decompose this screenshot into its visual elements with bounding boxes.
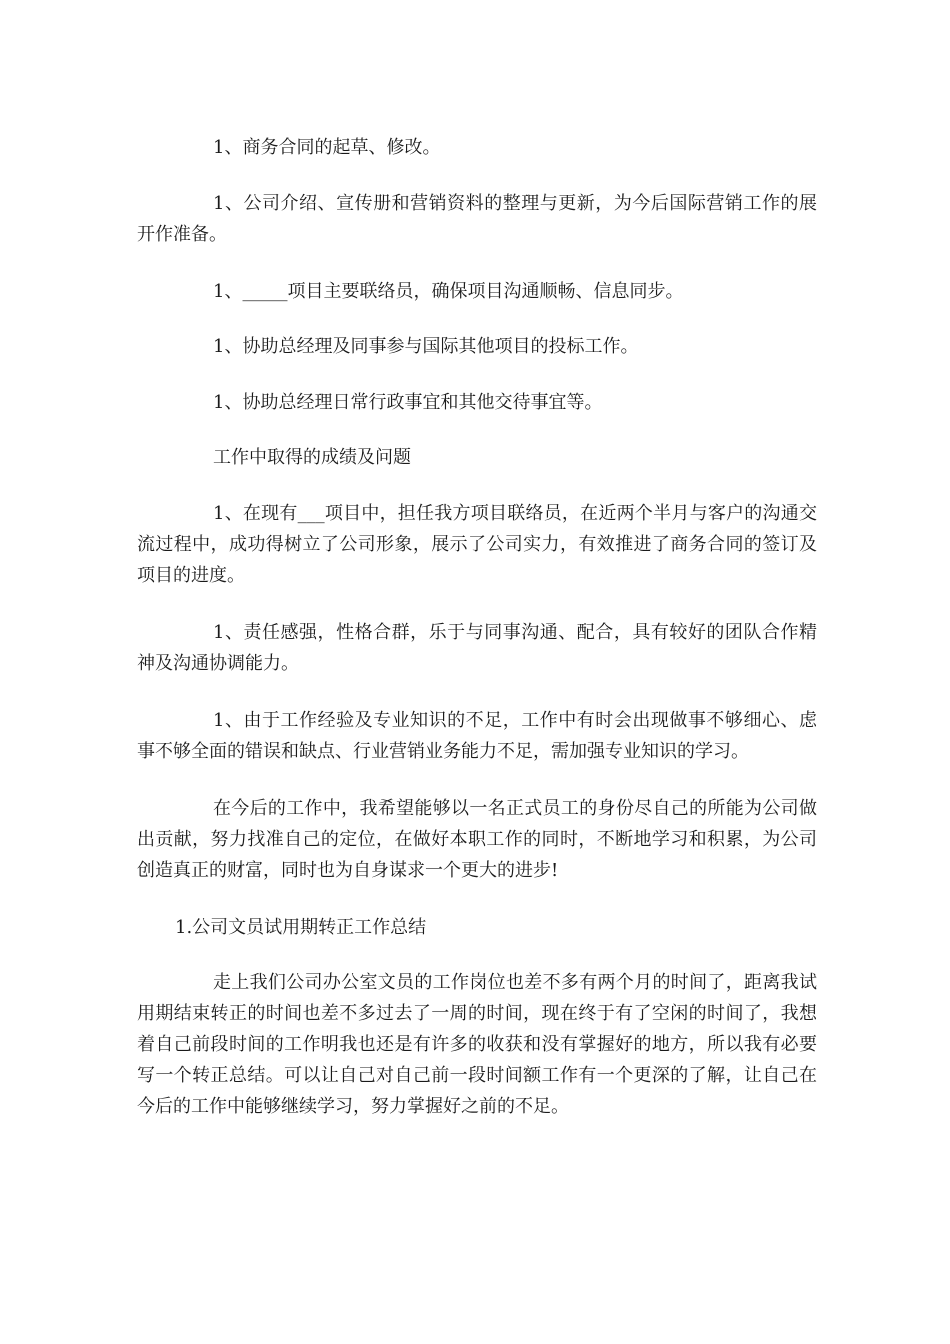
section-heading-achievements: 工作中取得的成绩及问题 xyxy=(213,447,411,468)
paragraph-clerk-summary-body: 走上我们公司办公室文员的工作岗位也差不多有两个月的时间了，距离我试用期结束转正的时间也差不多过去了一周的时间，现在终于有了空闲的时间了，我想着自己前段时间的工作明我也还是有许多的收获和没有掌握好的地方，所以我有必要写一个转正总结。可以让自己对自己前一段时间额工作有一个更深的了解，让自己在今后的工作中能够继续学习，努力掌握好之前的不足。 xyxy=(137,972,817,1117)
paragraph-future-goals: 在今后的工作中，我希望能够以一名正式员工的身份尽自己的所能为公司做出贡献，努力找准自己的定位，在做好本职工作的同时，不断地学习和积累，为公司创造真正的财富，同时也为自身谋求一个更大的进步! xyxy=(137,798,817,881)
paragraph-contract-drafting: 1、商务合同的起草、修改。 xyxy=(213,137,441,158)
paragraph-project-liaison: 1、_____项目主要联络员，确保项目沟通顺畅、信息同步。 xyxy=(213,281,684,302)
paragraph-marketing-materials: 1、公司介绍、宣传册和营销资料的整理与更新，为今后国际营销工作的展开作准备。 xyxy=(137,193,817,245)
paragraph-shortcomings: 1、由于工作经验及专业知识的不足，工作中有时会出现做事不够细心、虑事不够全面的错误和缺点、行业营销业务能力不足，需加强专业知识的学习。 xyxy=(137,710,817,762)
section-heading-clerk-summary: 1.公司文员试用期转正工作总结 xyxy=(175,917,427,938)
paragraph-bidding-work: 1、协助总经理及同事参与国际其他项目的投标工作。 xyxy=(213,336,639,357)
paragraph-teamwork: 1、责任感强，性格合群，乐于与同事沟通、配合，具有较好的团队合作精神及沟通协调能力。 xyxy=(137,622,817,674)
paragraph-daily-admin: 1、协助总经理日常行政事宜和其他交待事宜等。 xyxy=(213,392,603,413)
paragraph-achievement-liaison: 1、在现有___项目中，担任我方项目联络员，在近两个半月与客户的沟通交流过程中，成功得树立了公司形象，展示了公司实力，有效推进了商务合同的签订及项目的进度。 xyxy=(137,503,817,586)
